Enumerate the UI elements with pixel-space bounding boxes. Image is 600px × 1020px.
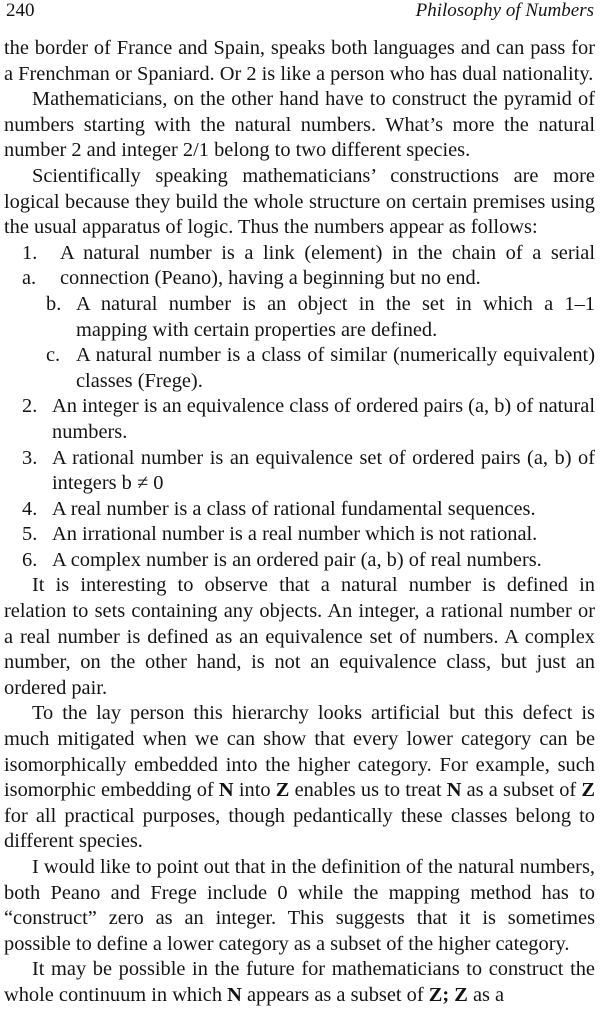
text-run: appears as a subset of bbox=[241, 983, 429, 1006]
symbol-Z: Z bbox=[581, 779, 595, 802]
symbol-N: N bbox=[446, 779, 462, 802]
list-text: A natural number is a link (element) in the chain of a serial connection (Peano), having a beginning but no end. bbox=[60, 241, 595, 290]
list-number: 2. bbox=[22, 395, 38, 418]
symbol-Z: Z bbox=[454, 983, 468, 1006]
text-run: It may be possible in the future for mathematicians to construct the whole continuum in which bbox=[4, 958, 595, 1006]
list-item-1a bbox=[4, 241, 595, 292]
running-title: Philosophy of Numbers bbox=[415, 0, 594, 21]
paragraph-future bbox=[4, 957, 595, 1008]
symbol-Z: Z; bbox=[428, 983, 450, 1006]
page-number: 240 bbox=[6, 0, 35, 21]
list-number: 5. bbox=[22, 523, 38, 546]
list-text: A rational number is an equivalence set of ordered pairs (a, b) of integers b ≠ 0 bbox=[52, 446, 595, 495]
paragraph-mathematicians: Mathematicians, on the other hand have to construct the pyramid of numbers starting with the natural numbers. What’s more the natural number 2 and integer 2/1 belong to two different species. bbox=[4, 88, 595, 162]
text-run: as a bbox=[467, 983, 505, 1006]
paragraph-interesting: It is interesting to observe that a natural number is defined in relation to sets containing any objects. An integer, a rational number or a real number is defined as an equivalence set of numbers. A complex number, on the other hand, is not an equivalence class, but just an ordered pair. bbox=[4, 574, 595, 699]
symbol-N: N bbox=[218, 779, 234, 802]
list-number: c. bbox=[46, 344, 61, 367]
page-header bbox=[6, 0, 594, 28]
text-run: for all practical purposes, though pedantically these classes belong to different species. bbox=[4, 804, 595, 853]
list-item-1b bbox=[4, 292, 595, 343]
list-item-6 bbox=[4, 548, 595, 574]
list-number: 1. a. bbox=[22, 241, 38, 290]
list-item-1c bbox=[4, 343, 595, 394]
text-run: To the lay person this hierarchy looks artificial but this defect is much mitigated when we can show that every lower category can be isomorphically embedded into the higher category. For example, such isomorphic embedding of bbox=[4, 702, 595, 802]
list-number: 6. bbox=[22, 548, 38, 571]
paragraph-lay-person bbox=[4, 701, 595, 855]
list-text: A natural number is a class of similar (numerically equivalent) classes (Frege). bbox=[76, 344, 595, 392]
list-number: b. bbox=[46, 292, 62, 315]
list-number: 3. bbox=[22, 446, 38, 469]
list-text: An integer is an equivalence class of ordered pairs (a, b) of natural numbers. bbox=[52, 395, 595, 443]
list-text: An irrational number is a real number which is not rational. bbox=[52, 523, 538, 546]
list-text: A complex number is an ordered pair (a, b) of real numbers. bbox=[52, 548, 542, 571]
paragraph-continued: the border of France and Spain, speaks both languages and can pass for a Frenchman or Spaniard. Or 2 is like a person who has dual nationality. bbox=[4, 37, 595, 85]
text-run: into bbox=[233, 779, 276, 802]
list-item-3 bbox=[4, 446, 595, 497]
list-item-5 bbox=[4, 522, 595, 548]
text-run: as a subset of bbox=[461, 779, 582, 802]
list-item-2 bbox=[4, 394, 595, 445]
symbol-N: N bbox=[227, 983, 242, 1006]
paragraph-scientifically: Scientifically speaking mathematicians’ constructions are more logical because they build the whole structure on certain premises using the usual apparatus of logic. Thus the numbers appear as follows: bbox=[4, 164, 595, 239]
symbol-Z: Z bbox=[275, 779, 290, 802]
page-body bbox=[4, 36, 595, 1009]
paragraph-peano-frege: I would like to point out that in the definition of the natural numbers, both Peano and Frege include 0 while the mapping method has to “construct” zero as an integer. This suggests that it is sometimes possible to define a lower category as a subset of the higher category. bbox=[4, 856, 595, 955]
list-text: A real number is a class of rational fundamental sequences. bbox=[52, 497, 536, 520]
list-number: 4. bbox=[22, 497, 38, 520]
list-text: A natural number is an object in the set in which a 1–1 mapping with certain properties are defined. bbox=[76, 292, 595, 341]
text-run: enables us to treat bbox=[289, 779, 447, 802]
list-item-4 bbox=[4, 497, 595, 523]
